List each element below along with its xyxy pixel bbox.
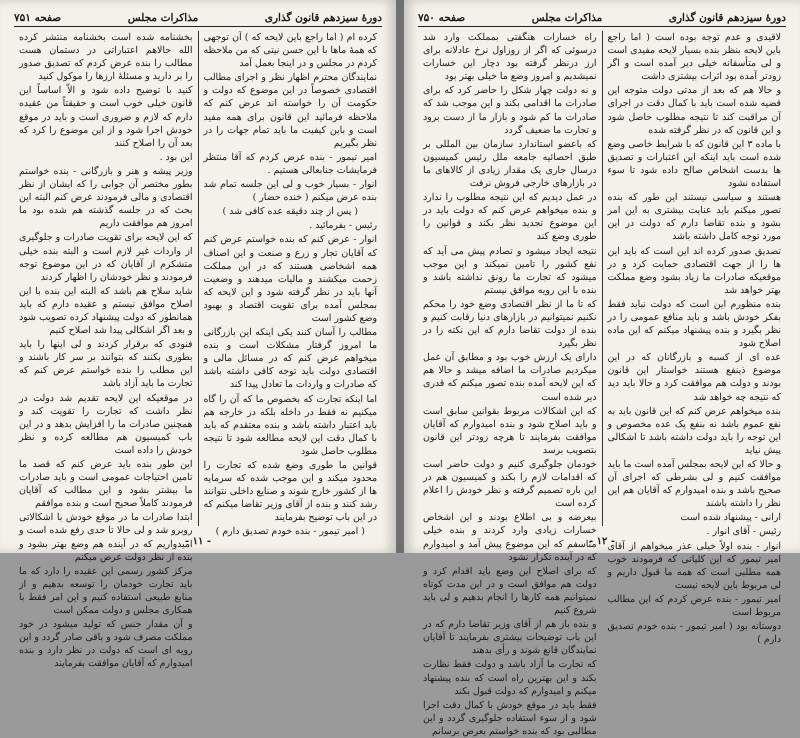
paragraph: نتیجه ایجاد میشود و تصادم پیش می آید که نفع کشور را تامین نمیکند و این موجب میشود که تجارت ما رونق نداشته باشد و بنده با این رویه موافق نیستم bbox=[423, 245, 597, 296]
paragraph: قوانین ما طوری وضع شده که تجارت را محدود میکند و این موجب شده که سرمایه ها از کشور خارج شوند و صنایع داخلی نتوانند رشد کنند و بنده از آقای وزیر تقاضا میکنم که در این باب توضیح بفرمایند bbox=[203, 460, 377, 524]
paragraph: که این لایحه برای تقویت صادرات و جلوگیری از واردات غیر لازم است و البته بنده خیلی متشکرم از آقایان که در این موضوع توجه فرمودند و نظر خودشان را اظهار کردند bbox=[19, 232, 193, 283]
session-title: دورهٔ سیزدهم قانون گذاری bbox=[264, 12, 382, 24]
paragraph: مطالب را آسان کنند یکی اینکه این بازرگانی ما امروز گرفتار مشکلات است و بنده میخواهم عرض کنم که در مسائل مالی و اقتصادی دولت باید توجه کافی داشته باشد که صادرات و واردات ما تعادل پیدا کند bbox=[203, 327, 377, 391]
paragraph: که تا ما از نظر اقتصادی وضع خود را محکم نکنیم نمیتوانیم در بازارهای دنیا رقابت کنیم و بنده از دولت تقاضا دارم که این نکته را در نظر بگیرد bbox=[423, 298, 597, 350]
paragraph: لاقیدی و عدم توجه بوده است ( اما راجع باین لایحه بنظر بنده بسیار لایحه مفیدی است و لی متأسفانه خیلی دیر آمده است و اگر زودتر آمده بود اثرات بیشتری داشت bbox=[607, 32, 781, 83]
paragraph: که تجارت ما آزاد باشد و دولت فقط نظارت بکند و این بهترین راه است که بنده پیشنهاد میکنم و امیدوارم که دولت قبول بکند bbox=[423, 659, 597, 697]
paragraph: امیر تیمور - بنده عرض کردم که این مطالب مربوط است bbox=[607, 593, 781, 619]
paragraph: انوار - بنده اولاً خیلی عذر میخواهم از آقای امیر تیمور که این کلیاتی که فرمودند خوب همه مطلبی است که همه ما قبول داریم و لی مربوط باین لایحه نیست bbox=[607, 540, 781, 591]
paragraph: ابتدا صادرات ما در موقع خودش با اشکالاتی روبرو شد و لی حالا تا حدی رفع شده است و امیدواریم که در آینده هم وضع بهتر بشود و بنده از نظر دولت عرض میکنم bbox=[19, 512, 193, 563]
page-label: صفحه ۷۵۱ bbox=[14, 12, 62, 24]
right-page bbox=[404, 0, 800, 737]
paragraph: انوار - عرض کنم که بنده خواستم عرض کنم که آقایان تجار و زرع و صنعت و این اصناف همه اشخاصی هستند که در این مملکت زحمت میکشند و مالیات میدهند و وضعیت آنها باید در نظر گرفته شود و این لایحه که بمجلس آمده برای تقویت اقتصاد و بهبود وضع کشور است bbox=[203, 234, 377, 324]
paragraph: این طور بنده باید عرض کنم که قصد ما تامین احتیاجات عمومی است و باید صادرات ما بیشتر بشود و این مطالب که آقایان فرمودند کاملاً صحیح است و بنده موافقم bbox=[19, 459, 193, 510]
paragraph: و حالا هم که بعد از مدتی دولت متوجه این قضیه شده است باید با کمال دقت در اجرای آن مراقبت کند تا نتیجه مطلوب حاصل شود و این قانون که در نظر گرفته شده bbox=[607, 85, 781, 136]
paragraph: وزیر پیشه و هنر و بازرگانی - بنده خواستم بطور مختصر آن جوابی را که ایشان از نظر اقتصادی و مالی فرمودند عرض کنم البته این بحث که در جلسه گذشته هم شده بود ما امروز هم موافقت داریم bbox=[19, 165, 193, 230]
paragraph: اما اینکه تجارت که بخصوص ما که آن را گاه میکنیم نه فقط در داخله بلکه در خارجه هم باید اعتبار داشته باشد و بنده معتقدم که باید با کمال دقت این لایحه مطالعه شود تا نتیجه مطلوب حاصل شود bbox=[203, 393, 377, 457]
paragraph: که باعضو استاندارد سازمان بین المللی بر طبق احصائیه جامعه ملل رئیس کمیسیون درسال جاری یک مقدار زیادی از کالاهای ما در بازارهای خارجی فروش نرفت bbox=[423, 138, 597, 190]
paragraph: ( امیر تیمور - بنده خودم تصدیق دارم ) bbox=[215, 526, 365, 538]
paragraph: رئیس - آقای انوار . bbox=[706, 526, 781, 538]
session-title: دورهٔ سیزدهم قانون گذاری bbox=[668, 12, 786, 24]
paragraph: این بود . bbox=[159, 151, 193, 163]
paragraph: مرکز کشور رسمی این عقیده را دارد که ما باید تجارت خودمان را توسعه بدهیم و از منابع طبیعی استفاده کنیم و این امر فقط با همکاری مجلس و دولت ممکن است bbox=[19, 565, 193, 617]
paragraph: دوستانه بود ( امیر تیمور - بنده خودم تصدیق دارم ) bbox=[607, 621, 781, 646]
paragraph: کنید با توضیح داده شود و الاّ اساساً این قانون خیلی خوب است و حقیقتاً من عقیده دارم که لازم و ضروری است و باید در موقع خودش اجرا شود و از این موضوع را کرد که بعد آن را اصلاح کنند bbox=[19, 85, 193, 149]
paragraph: بخشنامه شده است بخشنامه منتشر کرده الله حالاهم اعتباراتی در دستمان هست مطالب را بنده عرض کردم که تصدیق صدور را بر دارید و مسئلهٔ ارزها را موکول کنید bbox=[19, 32, 193, 83]
header-center: مذاکرات مجلس bbox=[127, 12, 199, 24]
paragraph: ( پس از چند دقیقه عده کافی شد ) bbox=[222, 206, 358, 218]
left-page-header bbox=[14, 8, 382, 27]
paragraph: انوار - بسیار خوب و لی این جلسه تمام شد بنده عرض میکنم ( خنده حضار ) bbox=[203, 179, 377, 204]
paragraph: فقط باید در موقع خودش با کمال دقت اجرا شود و از سوء استفاده جلوگیری گردد و این مطالبی بود که بنده خواستم بعرض برسانم bbox=[423, 699, 597, 737]
paragraph: بیعرضه و بی اطلاع بودند و این اشخاص خسارات زیادی وارد کردند و بنده خیلی متاسفم که این موضوع پیش آمد و امیدوارم که در آینده تکرار نشود bbox=[423, 512, 597, 563]
page-label: صفحه ۷۵۰ bbox=[418, 12, 466, 24]
paragraph: و آن مقدار جنس که تولید میشود در خود مملکت مصرف شود و باقی صادر گردد و این رویه ای است که دولت در نظر دارد و بنده امیدوارم که آقایان موافقت بفرمایند bbox=[19, 619, 193, 670]
paragraph: بنده منظورم این است که دولت نباید فقط بفکر خودش باشد و باید منافع عمومی را در نظر بگیرد و بنده پیشنهاد میکنم که این ماده اصلاح شود bbox=[607, 298, 781, 350]
paragraph: فنودی که برقرار کردند و لی اینها را باید بطوری بکنند که بتوانند بر سر کار باشند و این مطلب را بنده خواستم عرض کنم که تجارت ما باید آزاد باشد bbox=[19, 339, 193, 390]
left-page bbox=[0, 0, 396, 670]
paragraph: خودمان جلوگیری کنیم و دولت حاضر است که اقدامات لازم را بکند و کمیسیون هم در این باره تصمیم گرفته و نظر خودش را اعلام کرده است bbox=[423, 459, 597, 510]
column-right bbox=[603, 31, 787, 646]
paragraph: بنده میخواهم عرض کنم که این قانون باید به نفع عموم باشد نه بنفع یک عده مخصوص و این توجه را باید دولت داشته باشد تا اشکالی پیش نیاید bbox=[607, 405, 781, 456]
paragraph: راه خسارات هنگفتی بمملکت وارد شد درسوئی که اگر از روزاول نرخ عادلانه برای ارز درنظر گرفته بود دچار این خسارات نمیشدیم و امروز وضع ما خیلی بهتر بود bbox=[423, 32, 597, 83]
book-gutter bbox=[396, 0, 404, 553]
right-page-header bbox=[418, 8, 786, 27]
paragraph: کرده ام ( اما راجع باین لایحه که ) آن توجهی که همهٔ ماها با این حسن نیتی که من ملاحظه کردم در مجلس و در اینجا بعمل آمد bbox=[203, 32, 377, 70]
paragraph: عده ای از کسبه و بازرگانان که در این موضوع ذینفع هستند خواستار این قانون بودند و دولت هم موافقت کرد و حالا باید دید که نتیجه چه خواهد شد bbox=[607, 352, 781, 403]
paragraph: با ماده ۳ این قانون که با شرایط خاصی وضع شده است باید اینکه این اعتبارات و تصدیق ها بدست اشخاص صالح داده شود تا سوء استفاده نشود bbox=[607, 138, 782, 190]
paragraph: شاید سلاح هم باشد که البته این بنده با این اصلاح موافق نیستم و عقیده دارم که باید همانطور که دولت پیشنهاد کرده تصویب شود و بعد اگر اشکالی پیدا شد اصلاح کنیم bbox=[19, 285, 193, 337]
page-number: - ۱۱ - bbox=[184, 536, 211, 547]
paragraph: و حالا که این لایحه بمجلس آمده است ما باید موافقت کنیم و لی بشرطی که اجرای آن صحیح باشد و بنده امیدوارم که آقایان هم این نظر را داشته باشند bbox=[607, 459, 781, 510]
paragraph: که برای اصلاح این وضع باید اقدام کرد و دولت هم موافق است و در این مدت کوتاه نمیتوانیم همه کارها را انجام بدهیم و لی باید شروع کنیم bbox=[423, 565, 597, 617]
paragraph: در موقعیکه این لایحه تقدیم شد دولت در نظر داشت که تجارت را تقویت کند و همچنین صادرات ما را افزایش بدهد و در این باب کمیسیون هم مطالعه کرده و نظر خودش را داده است bbox=[19, 392, 193, 456]
paragraph: هستند و سیاسی نیستند این طور که بنده تصور میکنم باید عنایت بیشتری به این امر بشود و بنده تقاضا دارم که دولت در این مورد توجه کامل داشته باشد bbox=[607, 192, 781, 243]
paragraph: امیر تیمور - بنده عرض کردم که آقا منتظر فرمایشات جنابعالی هستیم . bbox=[203, 151, 377, 176]
paragraph: در عمل دیدیم که این نتیجه مطلوب را ندارد و بنده میخواهم عرض کنم که دولت باید در این موضوع تجدید نظر بکند و قوانین را طوری وضع کند bbox=[423, 192, 597, 243]
header-center: مذاکرات مجلس bbox=[531, 12, 603, 24]
paragraph: تصدیق صدور کرده اند این است که باید این ها را از جهت اقتصادی حمایت کرد و در موقعیکه صادرات ما زیاد بشود وضع مملکت بهتر خواهد شد bbox=[607, 245, 781, 296]
column-right bbox=[199, 31, 383, 538]
paragraph: و بنده باز هم از آقای وزیر تقاضا دارم که در این باب توضیحات بیشتری بفرمایند تا آقایان نمایندگان قانع شوند و رأی بدهند bbox=[423, 619, 597, 657]
paragraph: که این اشکالات مربوط بقوانین سابق است و باید اصلاح شود و بنده امیدوارم که آقایان موافقت بفرمایند تا هرچه زودتر این قانون بتصویب برسد bbox=[423, 405, 597, 456]
paragraph: رئیس - بفرمائید . bbox=[309, 220, 377, 232]
paragraph: دارای یک ارزش خوب بود و مطابق آن عمل میکردیم صادرات ما اضافه میشد و حالا هم که این لایحه آمده بنده تصور میکنم که قدری دیر شده است bbox=[423, 352, 597, 403]
page-number: - ۱۲ - bbox=[588, 536, 615, 547]
paragraph: نمایندگان محترم اظهار نظر و اجرای مطالب اقتصادی خصوصاً در این موضوع که دولت و حکومت آن را خواسته اند عرض کنم که ملاحظه فرمائید این قانون برای همه مفید است و باین کیفیت ما باید تمام جهات را در نظر بگیریم bbox=[203, 72, 377, 149]
paragraph: و نه دولت چهار شکل را حاضر کرد که برای صادرات ما اقدامی بکند و این موجب شد که صادرات ما کم شود و بازار ما از دست برود و تجارت ما ضعیف گردد bbox=[423, 85, 597, 136]
paragraph: ارانی - پیشنهاد شده است bbox=[680, 512, 781, 524]
